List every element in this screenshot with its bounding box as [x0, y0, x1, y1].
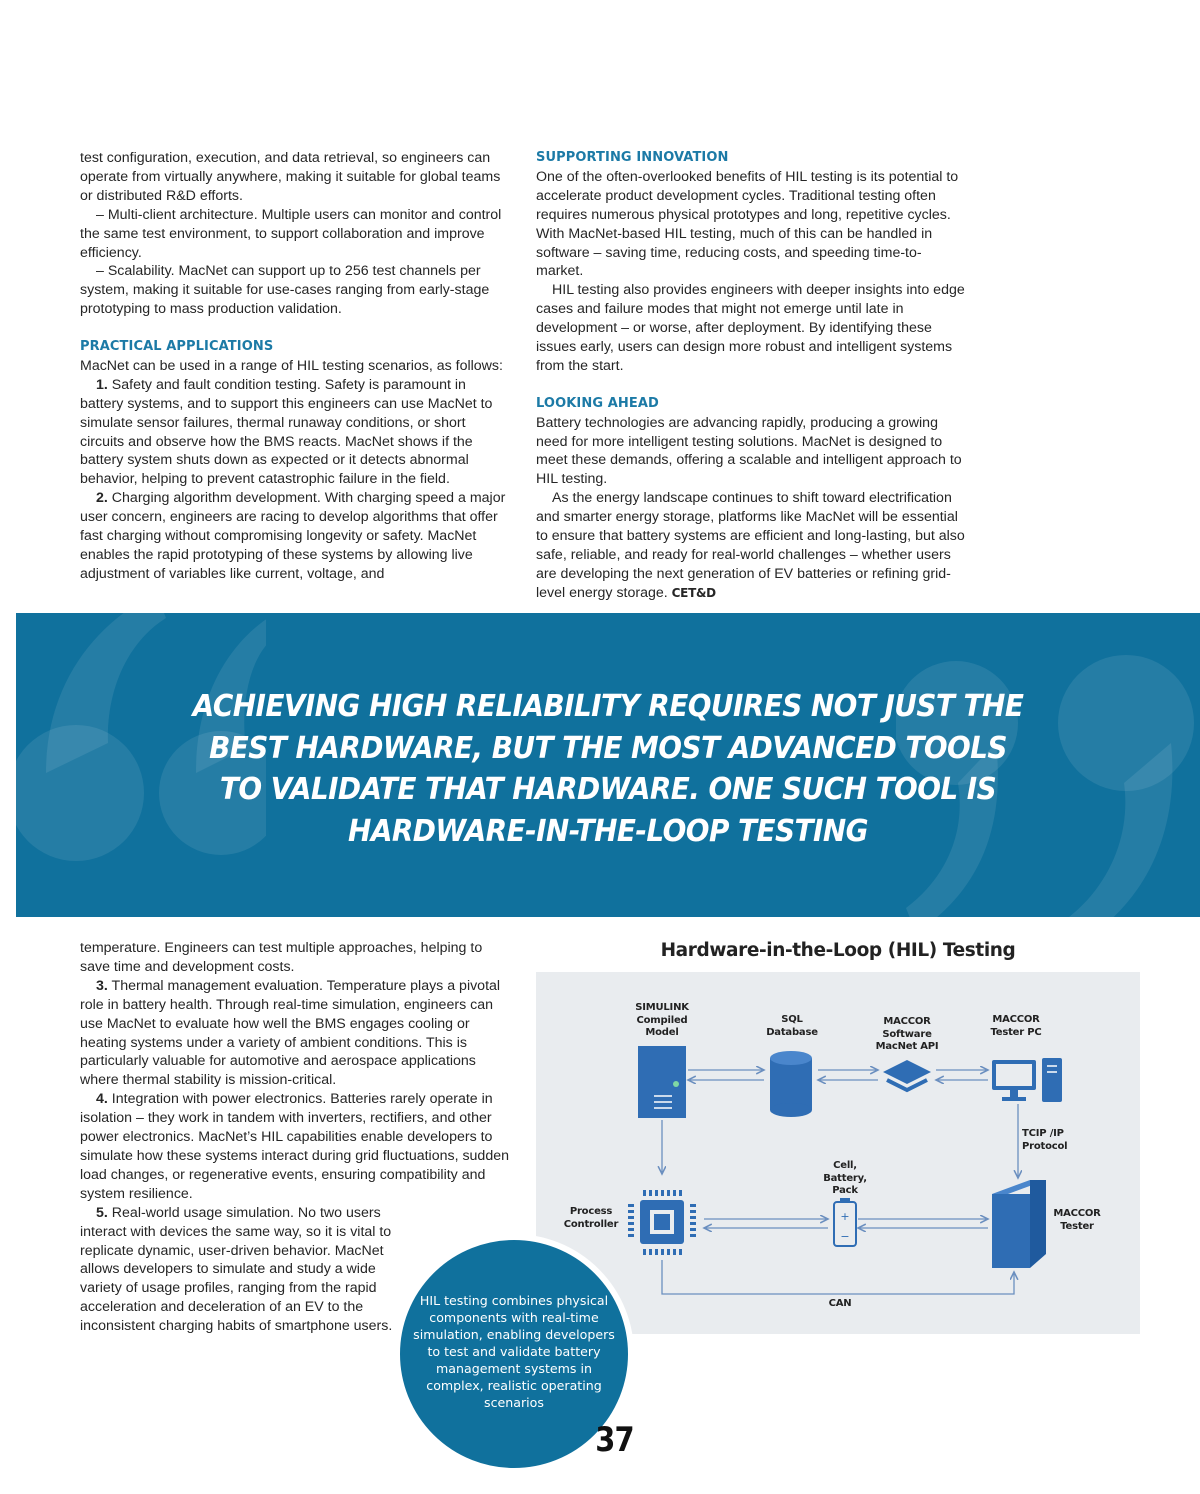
layers-icon — [883, 1060, 931, 1090]
practical-applications-heading: PRACTICAL APPLICATIONS — [80, 339, 274, 355]
continued-paragraph: temperature. Engineers can test multiple approaches, helping to save time and development costs. — [80, 940, 483, 975]
database-icon — [770, 1051, 812, 1117]
list-item-number: 3. — [96, 977, 108, 994]
list-item-4 — [80, 1090, 510, 1203]
scalability-paragraph: – Scalability. MacNet can support up to 256 test channels per system, making it suitable for use-cases ranging from early-stage prototyping to mass production validation. — [80, 263, 490, 318]
tester-cabinet-icon — [992, 1180, 1046, 1268]
cell-battery-pack-label: Cell, Battery, Pack — [823, 1160, 867, 1196]
maccor-tester-label: MACCOR Tester — [1053, 1208, 1101, 1232]
list-item-3 — [80, 977, 510, 1090]
supporting-paragraph-1: One of the often-overlooked benefits of HIL testing is its potential to accelerate product development cycles. Traditional testing often requires numerous physical prototypes and long, repetitive cycles. With MacNet-based HIL testing, much of this can be handled in software – saving time, reducing costs, and speeding time-to-market. — [536, 168, 959, 280]
list-item-number: 1. — [96, 376, 108, 393]
list-item-1 — [80, 376, 510, 489]
list-item-text: Thermal management evaluation. Temperature plays a pivotal role in battery health. Through real-time simulation, engineers can use MacNet to evaluate how well the BMS engages cooling or heating systems under a variety of ambient conditions. This is particularly valuable for automotive and aerospace applications where thermal stability is mission-critical. — [80, 977, 501, 1089]
page-number: 37 — [595, 1420, 634, 1460]
practical-intro: MacNet can be used in a range of HIL testing scenarios, as follows: — [80, 357, 503, 374]
hil-diagram — [536, 972, 1140, 1334]
svg-text:−: − — [840, 1230, 850, 1243]
pull-quote-line: TO VALIDATE THAT HARDWARE. ONE SUCH TOOL IS — [219, 772, 997, 807]
supporting-paragraph-2: HIL testing also provides engineers with deeper insights into edge cases and failure modes that might not emerge until late in development – or worse, after deployment. By identifying these issues early, users can design more robust and intelligent systems from the start. — [536, 282, 965, 374]
simulink-label: SIMULINK Compiled Model — [635, 1002, 689, 1038]
sql-database-label: SQL Database — [766, 1014, 818, 1038]
list-item-2 — [80, 489, 510, 584]
processor-chip-icon — [640, 1200, 684, 1244]
maccor-software-label: MACCOR Software MacNet API — [875, 1016, 939, 1052]
list-item-text: Real-world usage simulation. No two users interact with devices the same way, so it is vital to replicate dynamic, user-driven behavior. MacNet allows developers to simulate and study a wide variety of usage profiles, ranging from the rapid acceleration and deceleration of an EV to the inconsistent charging habits of smartphone users. — [80, 1204, 393, 1335]
process-controller-label: Process Controller — [563, 1206, 619, 1230]
svg-text:+: + — [840, 1210, 850, 1223]
maccor-tester-pc-label: MACCOR Tester PC — [990, 1014, 1042, 1038]
looking-paragraph-2-text: As the energy landscape continues to shift toward electrification and smarter energy storage, platforms like MacNet will be essential to ensure that battery systems are efficient and long-lasting, but also safe, reliable, and ready for real-world challenges – whether users are developing the next generation of EV batteries or refining grid-level energy storage. — [536, 490, 965, 601]
pull-quote-band — [16, 613, 1200, 917]
list-item-number: 2. — [96, 490, 108, 507]
diagram-title: Hardware-in-the-Loop (HIL) Testing — [660, 940, 1016, 961]
server-icon — [638, 1046, 686, 1118]
list-item-text: Charging algorithm development. With charging speed a major user concern, engineers are racing to develop algorithms that offer fast charging without compromising longevity or safety. MacNet enables the rapid prototyping of these systems by allowing live adjustment of variables like current, voltage, and — [80, 490, 506, 582]
right-column-top — [536, 149, 966, 603]
looking-paragraph-2 — [536, 489, 966, 602]
list-item-number: 4. — [96, 1091, 108, 1108]
left-column-top — [80, 149, 510, 584]
pull-quote-line: HARDWARE-IN-THE-LOOP TESTING — [348, 813, 868, 849]
pull-quote-line: BEST HARDWARE, BUT THE MOST ADVANCED TOOLS — [209, 730, 1007, 766]
multi-client-paragraph: – Multi-client architecture. Multiple users can monitor and control the same test environment, to support collaboration and improve efficiency. — [80, 206, 502, 261]
looking-paragraph-1: Battery technologies are advancing rapidly, producing a growing need for more intelligent testing solutions. MacNet is designed to meet these demands, offering a scalable and intelligent approach to HIL testing. — [536, 414, 962, 488]
tcip-protocol-label: TCIP /IP Protocol — [1022, 1128, 1068, 1152]
pull-quote-line: ACHIEVING HIGH RELIABILITY REQUIRES NOT JUST THE — [192, 689, 1024, 724]
intro-paragraph: test configuration, execution, and data retrieval, so engineers can operate from virtually anywhere, making it suitable for global teams or distributed R&D efforts. — [80, 150, 501, 204]
computer-icon — [992, 1058, 1062, 1102]
list-item-number: 5. — [96, 1204, 108, 1221]
list-item-text: Safety and fault condition testing. Safety is paramount in battery systems, and to support this engineers can use MacNet to simulate sensor failures, thermal runaway conditions, or short circuits and observe how the BMS reacts. MacNet shows if the battery system shuts down as expected or it detects abnormal behavior, helping to prevent catastrophic failure in the field. — [80, 376, 493, 488]
list-item-5 — [80, 1204, 420, 1336]
can-label: CAN — [828, 1298, 852, 1309]
battery-icon — [834, 1198, 856, 1246]
supporting-innovation-heading: SUPPORTING INNOVATION — [536, 150, 729, 165]
looking-ahead-heading: LOOKING AHEAD — [536, 395, 659, 411]
pull-quote-text — [57, 686, 1158, 852]
callout-text: HIL testing combines physical components with real-time simulation, enabling developers to test and validate battery management systems in complex, realistic operating scenarios — [413, 1293, 615, 1410]
end-mark: CET&D — [671, 585, 716, 600]
list-item-text: Integration with power electronics. Batteries rarely operate in isolation – they work in tandem with inverters, rectifiers, and other power electronics. MacNet’s HIL capabilities enable developers to simulate how these systems interact during grid fluctuations, sudden load changes, or regenerative events, ensuring compatibility and system resilience. — [80, 1091, 509, 1202]
